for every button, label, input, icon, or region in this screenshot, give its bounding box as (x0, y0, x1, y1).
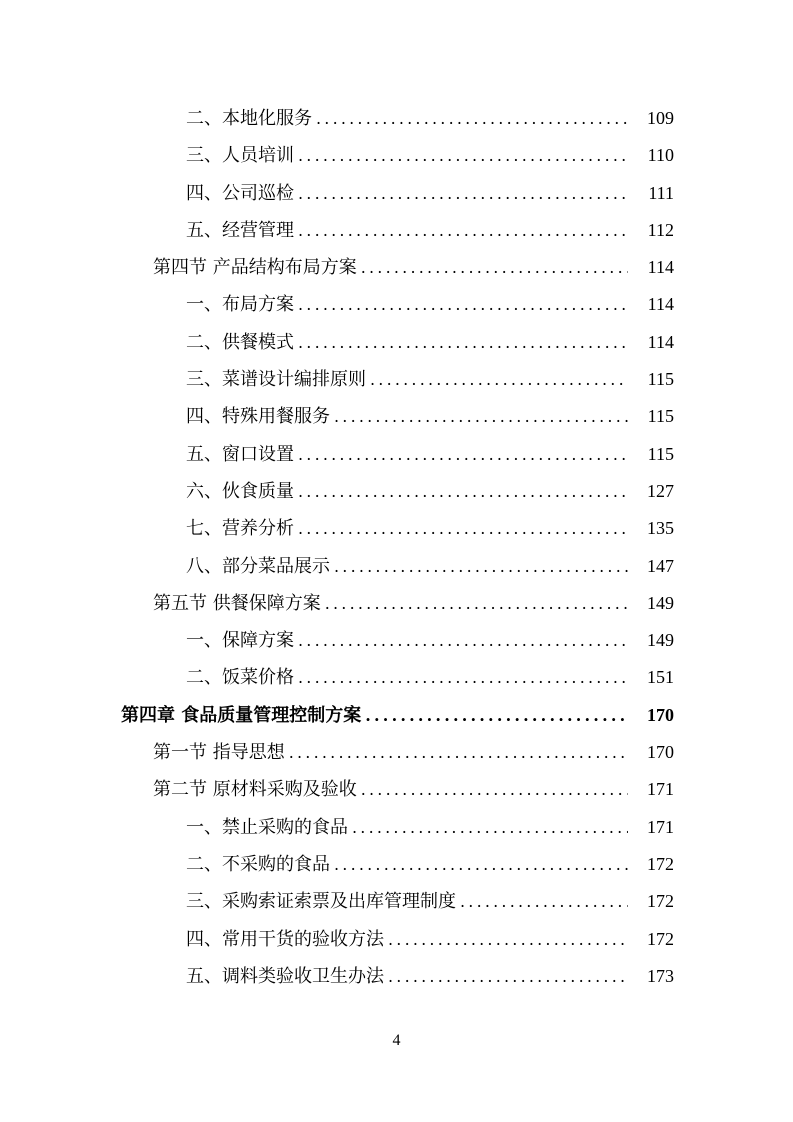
dot-leader (325, 585, 628, 622)
toc-entry-title: 五、窗口设置 (186, 443, 294, 465)
toc-entry-title: 四、特殊用餐服务 (186, 406, 330, 428)
dot-leader (361, 771, 628, 808)
toc-entry-page: 151 (647, 667, 674, 688)
dot-leader (298, 659, 628, 696)
dot-leader (365, 697, 628, 734)
toc-entry-title: 八、部分菜品展示 (186, 555, 330, 577)
toc-entry-title: 第四章 食品质量管理控制方案 (121, 704, 362, 726)
toc-entry-title: 七、营养分析 (186, 518, 294, 540)
dot-leader (316, 100, 628, 137)
toc-section-entry[interactable] (0, 734, 793, 771)
toc-entry-title: 六、伙食质量 (186, 480, 294, 502)
toc-entry-page: 114 (647, 257, 674, 278)
toc-entry[interactable] (0, 846, 793, 883)
toc-entry-page: 170 (647, 742, 674, 763)
toc-entry[interactable] (0, 622, 793, 659)
toc-entry-title: 二、饭菜价格 (186, 667, 294, 689)
toc-section-entry[interactable] (0, 585, 793, 622)
toc-entry[interactable] (0, 324, 793, 361)
toc-entry-title: 第四节 产品结构布局方案 (153, 257, 357, 279)
toc-entry[interactable] (0, 436, 793, 473)
toc-entry-page: 149 (647, 630, 674, 651)
toc-entry-title: 二、本地化服务 (186, 108, 312, 129)
toc-entry-title: 五、经营管理 (186, 219, 294, 241)
toc-entry-title: 一、保障方案 (186, 630, 294, 652)
dot-leader (388, 921, 628, 958)
toc-section-entry[interactable] (0, 771, 793, 808)
toc-entry-title: 四、常用干货的验收方法 (186, 928, 384, 950)
toc-section-entry[interactable] (0, 249, 793, 286)
dot-leader (298, 622, 628, 659)
toc-entry-page: 112 (647, 219, 674, 240)
toc-entry[interactable] (0, 659, 793, 696)
toc-entry-page: 172 (647, 928, 674, 949)
toc-entry-title: 第二节 原材料采购及验收 (153, 779, 357, 801)
dot-leader (334, 548, 628, 585)
dot-leader (298, 324, 628, 361)
toc-entry-title: 三、采购索证索票及出库管理制度 (186, 891, 456, 913)
dot-leader (298, 286, 628, 323)
dot-leader (361, 249, 628, 286)
toc-entry-page: 170 (647, 704, 674, 725)
toc-entry[interactable] (0, 175, 793, 212)
page-number: 4 (392, 1032, 401, 1049)
toc-entry[interactable] (0, 883, 793, 920)
toc-entry-page: 114 (647, 331, 674, 352)
toc-entry-title: 二、不采购的食品 (186, 853, 330, 875)
toc-entry-page: 172 (647, 853, 674, 874)
toc-entry-title: 第一节 指导思想 (153, 742, 285, 764)
toc-entry-title: 五、调料类验收卫生办法 (186, 965, 384, 987)
dot-leader (334, 398, 628, 435)
toc-entry-page: 171 (647, 816, 674, 837)
dot-leader (334, 846, 628, 883)
dot-leader (388, 958, 628, 995)
toc-entry-title: 四、公司巡检 (186, 182, 294, 204)
toc-entry[interactable] (0, 286, 793, 323)
toc-entry-title: 一、布局方案 (186, 294, 294, 316)
table-of-contents (0, 100, 793, 995)
toc-entry-title: 第五节 供餐保障方案 (153, 592, 321, 614)
toc-entry-page: 147 (647, 555, 674, 576)
dot-leader (298, 137, 628, 174)
toc-entry-page: 115 (647, 443, 674, 464)
toc-entry-page: 171 (647, 779, 674, 800)
toc-entry-title: 三、人员培训 (186, 145, 294, 167)
toc-entry-page: 127 (647, 480, 674, 501)
toc-entry[interactable] (0, 548, 793, 585)
dot-leader (298, 510, 628, 547)
toc-entry-page: 173 (647, 965, 674, 986)
toc-entry-page: 115 (647, 406, 674, 427)
toc-entry-page: 115 (647, 369, 674, 390)
toc-entry-page: 110 (647, 145, 674, 166)
toc-entry[interactable] (0, 958, 793, 995)
toc-entry-page: 111 (648, 182, 674, 203)
toc-entry[interactable] (0, 809, 793, 846)
toc-chapter-entry[interactable] (0, 697, 793, 734)
toc-entry[interactable] (0, 100, 793, 137)
toc-entry[interactable] (0, 212, 793, 249)
toc-entry-title: 三、菜谱设计编排原则 (186, 369, 366, 391)
dot-leader (370, 361, 628, 398)
toc-entry-title: 二、供餐模式 (186, 331, 294, 353)
toc-entry[interactable] (0, 361, 793, 398)
dot-leader (289, 734, 628, 771)
toc-entry[interactable] (0, 473, 793, 510)
toc-entry-page: 135 (647, 518, 674, 539)
toc-entry[interactable] (0, 398, 793, 435)
toc-entry[interactable] (0, 137, 793, 174)
dot-leader (298, 473, 628, 510)
toc-entry-page: 109 (647, 108, 674, 128)
dot-leader (460, 883, 628, 920)
dot-leader (352, 809, 628, 846)
toc-entry[interactable] (0, 510, 793, 547)
dot-leader (298, 436, 628, 473)
toc-entry-page: 149 (647, 592, 674, 613)
toc-entry-page: 114 (647, 294, 674, 315)
dot-leader (298, 175, 628, 212)
toc-entry-title: 一、禁止采购的食品 (186, 816, 348, 838)
dot-leader (298, 212, 628, 249)
toc-entry-page: 172 (647, 891, 674, 912)
toc-entry[interactable] (0, 921, 793, 958)
